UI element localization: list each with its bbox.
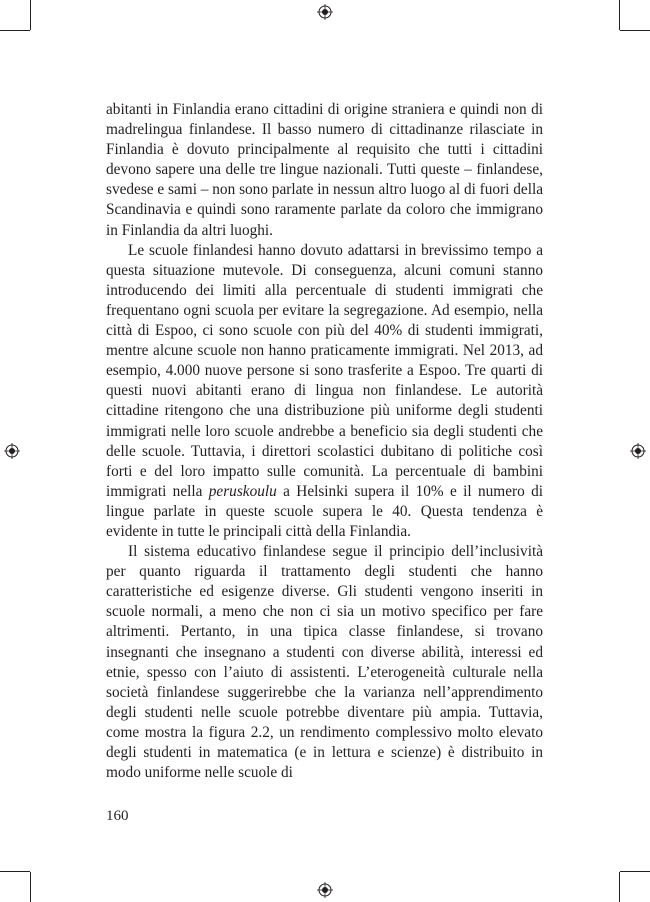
paragraph-3 [106, 542, 543, 783]
body-text [106, 100, 543, 783]
crop-mark-bottom-left-horizontal [0, 871, 30, 872]
italic-term-peruskoulu: peruskoulu [208, 482, 277, 500]
crop-mark-bottom-right [619, 872, 620, 902]
registration-mark-top-icon [317, 4, 333, 20]
paragraph-1-text: abitanti in Finlandia erano cittadini di origine straniera e quindi non di madrelingua finlandese. Il basso numero di cittadinanze rilasciate in Finlandia è dovuto principalmente al requisito che tutti i cittadini devono sapere una delle tre lingue nazionali. Tutti queste – finlandese, svedese e sami – non sono parlate in nessun altro luogo al di fuori della Scandinavia e quindi sono raramente parlate da coloro che immigrano in Finlandia da altri luoghi. [106, 101, 543, 239]
crop-mark-top-right-horizontal [620, 30, 650, 31]
crop-mark-bottom-right-horizontal [620, 871, 650, 872]
paragraph-3-text: Il sistema educativo finlandese segue il principio dell’inclusività per quanto riguarda il trattamento degli studenti che hanno caratteristiche ed esigenze diverse. Gli studenti vengono inseriti in scuole normali, a meno che non ci sia un motivo specifico per fare altrimenti. Pertanto, in una tipica classe finlandese, si trovano insegnanti che insegnano a studenti con diverse abilità, interessi ed etnie, spesso con l’aiuto di assistenti. L’eterogeneità culturale nella società finlandese suggerirebbe che la varianza nell’apprendimento degli studenti nelle scuole potrebbe diventare più ampia. Tuttavia, come mostra la figura 2.2, un rendimento complessivo molto elevato degli studenti in matematica (e in lettura e scienze) è distribuito in modo uniforme nelle scuole di [106, 543, 543, 782]
crop-mark-bottom-left [30, 872, 31, 902]
crop-mark-top-left [30, 0, 31, 30]
paragraph-1 [106, 100, 543, 241]
crop-mark-top-left-horizontal [0, 30, 30, 31]
registration-mark-left-icon [4, 443, 20, 459]
page-number: 160 [106, 808, 129, 824]
registration-mark-right-icon [630, 443, 646, 459]
registration-mark-bottom-icon [317, 882, 333, 898]
paragraph-2 [106, 241, 543, 542]
crop-mark-top-right [619, 0, 620, 30]
paragraph-2-text-start: Le scuole finlandesi hanno dovuto adattarsi in brevissimo tempo a questa situazione mutevole. Di conseguenza, alcuni comuni stanno introducendo dei limiti alla percentuale di studenti immigrati che frequentano ogni scuola per evitare la segregazione. Ad esempio, nella città di Espoo, ci sono scuole con più del 40% di studenti immigrati, mentre alcune scuole non hanno praticamente immigrati. Nel 2013, ad esempio, 4.000 nuove persone si sono trasferite a Espoo. Tre quarti di questi nuovi abitanti erano di lingua non finlandese. Le autorità cittadine ritengono che una distribuzione più uniforme degli studenti immigrati nelle loro scuole andrebbe a beneficio sia degli studenti che delle scuole. Tuttavia, i direttori scolastici dubitano di politiche così forti e del loro impatto sulle comunità. La percentuale di bambini immigrati nella [106, 241, 543, 500]
paragraph-2-text-end: a Helsinki supera il 10% e il numero di lingue parlate in queste scuole supera le 40. Questa tendenza è evidente in tutte le principali città della Finlandia. [106, 482, 543, 540]
